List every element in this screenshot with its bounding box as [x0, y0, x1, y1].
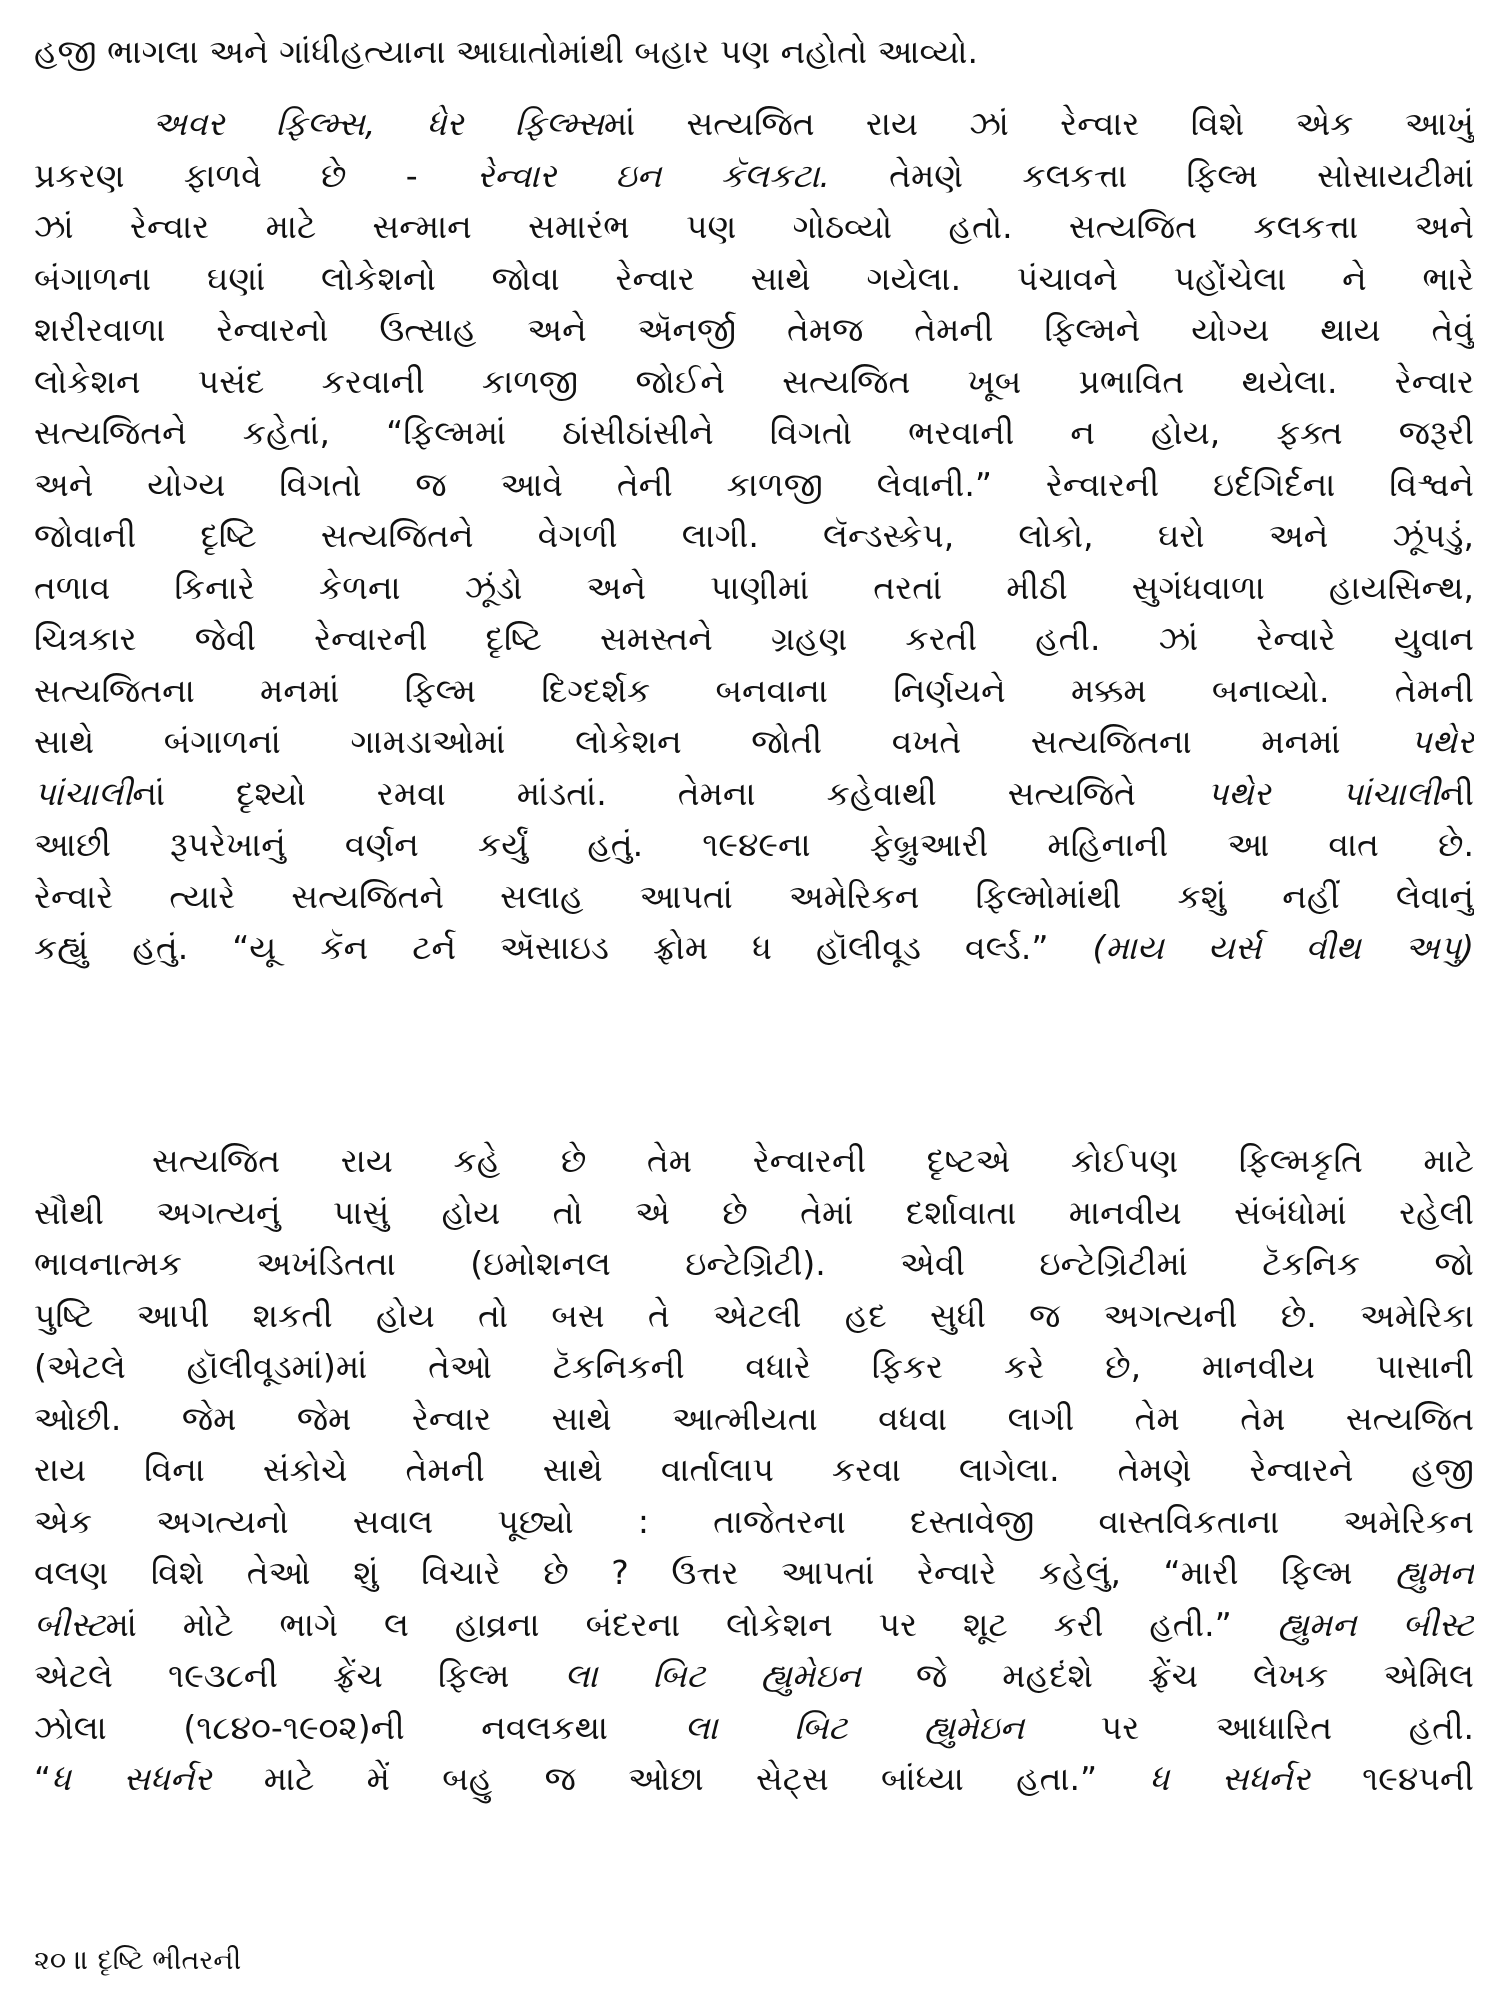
body-text: ઝાં રેન્વાર માટે સન્માન સમારંભ પણ ગોઠવ્યો હતો. સત્યજિત કલકત્તા અને: [34, 207, 1474, 246]
text-line: [34, 98, 1474, 150]
body-text: સૌથી અગત્યનું પાસું હોય તો એ છે તેમાં દર્શાવાતા માનવીય સંબંધોમાં રહેલી: [34, 1192, 1474, 1232]
body-text: રાય વિના સંકોચે તેમની સાથે વાર્તાલાપ કરવા લાગેલા. તેમણે રેન્વારને હજી: [34, 1450, 1474, 1489]
body-text: ભાવનાત્મક અખંડિતતા (ઇમોશનલ ઇન્ટેગ્રિટી). એવી ઇન્ટેગ્રિટીમાં ટૅકનિક જો: [34, 1244, 1474, 1283]
body-text: તેમણે કલકત્તા ફિલ્મ સોસાયટીમાં: [829, 155, 1474, 195]
body-text: પર આધારિત હતી.: [1024, 1707, 1474, 1747]
text-line: [34, 1702, 1474, 1754]
body-text: માટે મેં બહુ જ ઓછા સેટ્સ બાંધ્યા હતા.”: [211, 1759, 1150, 1798]
body-text: સત્યજિતના મનમાં ફિલ્મ દિગ્દર્શક બનવાના નિર્ણયને મક્કમ બનાવ્યો. તેમની: [34, 670, 1474, 710]
body-text: સાથે બંગાળનાં ગામડાઓમાં લોકેશન જોતી વખતે સત્યજિતના મનમાં: [34, 722, 1411, 761]
italic-title-text: હ્યુમન બીસ્ટ: [1277, 1604, 1474, 1644]
body-text: (એટલે હૉલીવૂડમાં)માં તેઓ ટૅકનિકની વધારે ફિકર કરે છે, માનવીય પાસાની: [34, 1347, 1474, 1386]
body-text: પુષ્ટિ આપી શકતી હોય તો બસ તે એટલી હદ સુધી જ અગત્યની છે. અમેરિકા: [34, 1295, 1474, 1335]
paragraph-2: [34, 1135, 1474, 1805]
text-line: [34, 150, 1474, 202]
body-text: શરીરવાળા રેન્વારનો ઉત્સાહ અને ઍનર્જી તેમજ તેમની ફિલ્મને યોગ્ય થાય તેવું: [34, 310, 1474, 349]
text-line: [34, 1599, 1474, 1651]
text-line: [34, 1187, 1474, 1239]
body-text: ચિત્રકાર જેવી રેન્વારની દૃષ્ટિ સમસ્તને ગ્રહણ કરતી હતી. ઝાં રેન્વારે યુવાન: [34, 619, 1474, 658]
body-text: ઝોલા (૧૮૪૦-૧૯૦૨)ની નવલકથા: [34, 1707, 685, 1747]
paragraph-1: [34, 98, 1474, 974]
italic-title-text: ધ સધર્નર: [51, 1759, 212, 1798]
body-text: માં સત્યજિત રાય ઝાં રેન્વાર વિશે એક આખું: [603, 104, 1474, 143]
text-line: [34, 665, 1474, 717]
text-line: [34, 768, 1474, 820]
body-text: લોકેશન પસંદ કરવાની કાળજી જોઈને સત્યજિત ખૂબ પ્રભાવિત થયેલા. રેન્વાર: [34, 361, 1474, 401]
text-line: [34, 1341, 1474, 1393]
body-text: ૧૯૪૫ની: [1309, 1759, 1474, 1798]
text-line: [34, 1135, 1474, 1187]
text-line: [34, 1496, 1474, 1548]
body-text: વલણ વિશે તેઓ શું વિચારે છે ? ઉત્તર આપતાં રેન્વારે કહેલું, “મારી ફિલ્મ: [34, 1553, 1396, 1592]
body-text: બંગાળના ઘણાં લોકેશનો જોવા રેન્વાર સાથે ગયેલા. પંચાવને પહોંચેલા ને ભારે: [34, 258, 1474, 298]
text-line: [34, 510, 1474, 562]
text-line: [34, 459, 1474, 511]
italic-title-text: બીસ્ટ: [34, 1604, 106, 1644]
text-line: [34, 562, 1474, 614]
body-text: જોવાની દૃષ્ટિ સત્યજિતને વેગળી લાગી. લૅન્ડસ્કેપ, લોકો, ઘરો અને ઝૂંપડું,: [34, 516, 1474, 555]
text-line: [34, 1650, 1474, 1702]
italic-title-text: પથેર પાંચાલી: [1206, 773, 1440, 813]
body-text: અને યોગ્ય વિગતો જ આવે તેની કાળજી લેવાની.” રેન્વારની ઇર્દગિર્દના વિશ્વને: [34, 464, 1474, 504]
text-line: [34, 716, 1474, 768]
text-line: [34, 1753, 1474, 1805]
text-line: [34, 922, 1474, 974]
body-text: એટલે ૧૯૩૮ની ફ્રેંચ ફિલ્મ: [34, 1656, 565, 1695]
body-text: માં મોટે ભાગે લ હાવ્રના બંદરના લોકેશન પર શૂટ કરી હતી.”: [105, 1604, 1278, 1644]
text-line: [34, 304, 1474, 356]
italic-title-text: લા બિટ હ્યુમેઇન: [684, 1707, 1025, 1747]
text-line: [34, 1238, 1474, 1290]
body-text: એક અગત્યનો સવાલ પૂછ્યો : તાજેતરના દસ્તાવેજી વાસ્તવિકતાના અમેરિકન: [34, 1501, 1474, 1541]
italic-title-text: અવર ફિલ્મ્સ, ધેર ફિલ્મ્સ: [152, 104, 604, 143]
paragraph-0: [34, 26, 1474, 78]
body-text: સત્યજિતને કહેતાં, “ફિલ્મમાં ઠાંસીઠાંસીને વિગતો ભરવાની ન હોય, ફક્ત જરૂરી: [34, 413, 1474, 452]
body-text: હજી ભાગલા અને ગાંધીહત્યાના આઘાતોમાંથી બહાર પણ નહોતો આવ્યો.: [34, 32, 978, 71]
text-line: [34, 26, 1474, 78]
body-text: તળાવ કિનારે કેળના ઝૂંડો અને પાણીમાં તરતાં મીઠી સુગંધવાળા હાયસિન્થ,: [34, 567, 1474, 607]
body-text: સત્યજિત રાય કહે છે તેમ રેન્વારની દૃષ્ટએ કોઈપણ ફિલ્મકૃતિ માટે: [152, 1141, 1474, 1180]
text-line: [34, 1547, 1474, 1599]
body-text: ની: [1439, 773, 1474, 813]
body-text: “: [34, 1759, 52, 1798]
italic-title-text: પથેર: [1410, 722, 1474, 761]
body-text: નાં દૃશ્યો રમવા માંડતાં. તેમના કહેવાથી સત્યજિતે: [132, 773, 1207, 813]
body-text: પ્રકરણ ફાળવે છે -: [34, 155, 477, 195]
text-line: [34, 1444, 1474, 1496]
text-line: [34, 613, 1474, 665]
italic-title-text: પાંચાલી: [34, 773, 133, 813]
body-text: ઓછી. જેમ જેમ રેન્વાર સાથે આત્મીયતા વધવા લાગી તેમ તેમ સત્યજિત: [34, 1398, 1474, 1438]
text-line: [34, 407, 1474, 459]
text-line: [34, 356, 1474, 408]
italic-title-text: ધ સધર્નર: [1149, 1759, 1310, 1798]
text-line: [34, 253, 1474, 305]
page-footer: ૨૦ ॥ દૃષ્ટિ ભીતરની: [34, 1945, 242, 1976]
body-text: જે મહદંશે ફ્રેંચ લેખક એમિલ: [860, 1656, 1474, 1695]
italic-title-text: (માય યર્સ વીથ અપુ): [1092, 928, 1474, 967]
text-line: [34, 1290, 1474, 1342]
body-text: રેન્વારે ત્યારે સત્યજિતને સલાહ આપતાં અમેરિકન ફિલ્મોમાંથી કશું નહીં લેવાનું: [34, 876, 1474, 916]
italic-title-text: રેન્વાર ઇન કૅલકટા.: [476, 155, 830, 195]
text-line: [34, 871, 1474, 923]
italic-title-text: લા બિટ હ્યુમેઇન: [564, 1656, 861, 1695]
text-line: [34, 819, 1474, 871]
italic-title-text: હ્યુમન: [1395, 1553, 1474, 1592]
text-line: [34, 1393, 1474, 1445]
text-line: [34, 201, 1474, 253]
body-text: આછી રૂપરેખાનું વર્ણન કર્યું હતું. ૧૯૪૯ના ફેબ્રુઆરી મહિનાની આ વાત છે.: [34, 825, 1474, 864]
body-text: કહ્યું હતું. “યૂ કૅન ટર્ન ઍસાઇડ ફ્રોમ ધ હૉલીવૂડ વર્લ્ડ.”: [34, 928, 1093, 967]
